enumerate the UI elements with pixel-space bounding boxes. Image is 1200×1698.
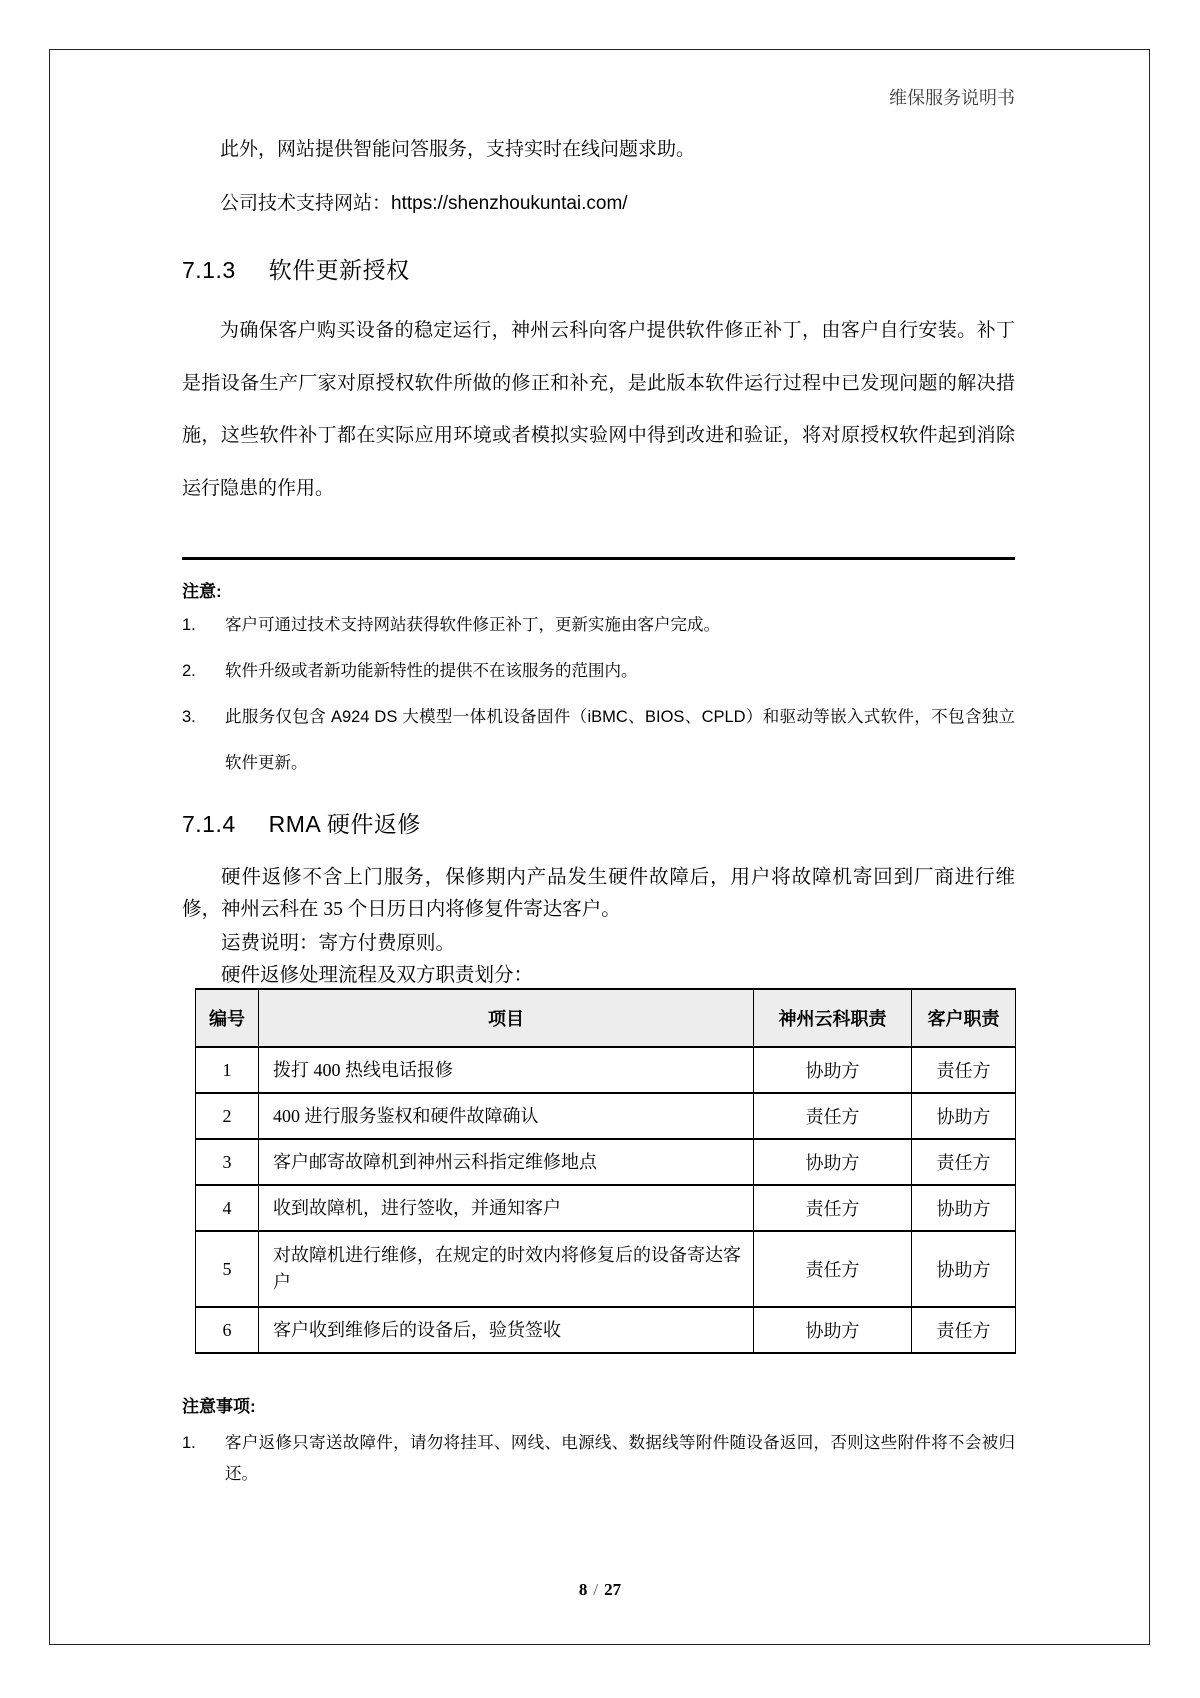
cell-vendor-duty: 责任方 xyxy=(754,1185,912,1231)
cell-customer-duty: 责任方 xyxy=(912,1047,1016,1093)
cell-item: 对故障机进行维修，在规定的时效内将修复后的设备寄达客户 xyxy=(259,1231,754,1307)
note-item-number: 2. xyxy=(182,662,196,680)
section-7-1-3-title: 软件更新授权 xyxy=(268,257,410,283)
notice-item-text: 客户返修只寄送故障件，请勿将挂耳、网线、电源线、数据线等附件随设备返回，否则这些附件将不会被归还。 xyxy=(225,1434,1015,1483)
table-row xyxy=(196,1047,1016,1093)
section-7-1-4-heading xyxy=(182,806,1015,839)
rma-paragraph-1: 硬件返修不含上门服务，保修期内产品发生硬件故障后，用户将故障机寄回到厂商进行维修，神州云科在 35 个日历日内将修复件寄达客户。 xyxy=(182,867,1015,920)
cell-number: 2 xyxy=(196,1093,259,1139)
section-7-1-4-number: 7.1.4 xyxy=(182,811,236,837)
note-list xyxy=(182,602,1015,786)
footer-separator: / xyxy=(593,1580,599,1599)
table-row xyxy=(196,1185,1016,1231)
table-row xyxy=(196,1139,1016,1185)
cell-number: 5 xyxy=(196,1231,259,1307)
rma-responsibility-table xyxy=(195,988,1016,1354)
col-header-number: 编号 xyxy=(196,989,259,1047)
notice-list xyxy=(182,1428,1015,1490)
section-7-1-4-title: RMA 硬件返修 xyxy=(268,811,421,837)
notice-item-number: 1. xyxy=(182,1434,196,1452)
cell-vendor-duty: 协助方 xyxy=(754,1307,912,1353)
cell-number: 3 xyxy=(196,1139,259,1185)
support-website-line: 公司技术支持网站：https://shenzhoukuntai.com/ xyxy=(220,193,628,214)
cell-vendor-duty: 协助方 xyxy=(754,1139,912,1185)
note-item-number: 3. xyxy=(182,708,196,726)
note-item xyxy=(182,602,1015,648)
cell-number: 6 xyxy=(196,1307,259,1353)
table-row xyxy=(196,1307,1016,1353)
cell-item: 客户收到维修后的设备后，验货签收 xyxy=(259,1307,754,1353)
note-item xyxy=(182,648,1015,694)
note-item-text: 软件升级或者新功能新特性的提供不在该服务的范围内。 xyxy=(225,662,638,680)
note-item-number: 1. xyxy=(182,616,196,634)
col-header-item: 项目 xyxy=(259,989,754,1047)
cell-item: 拨打 400 热线电话报修 xyxy=(259,1047,754,1093)
section-7-1-3 xyxy=(182,252,1015,285)
note-item-text: 此服务仅包含 A924 DS 大模型一体机设备固件（iBMC、BIOS、CPLD）和驱动等嵌入式软件，不包含独立软件更新。 xyxy=(225,708,1015,772)
footer-current-page: 8 xyxy=(578,1580,588,1599)
section-7-1-4 xyxy=(182,806,1015,839)
rma-freight-line: 运费说明：寄方付费原则。 xyxy=(221,933,456,954)
cell-number: 4 xyxy=(196,1185,259,1231)
divider-rule xyxy=(182,557,1015,560)
cell-customer-duty: 协助方 xyxy=(912,1185,1016,1231)
note-item xyxy=(182,694,1015,786)
cell-item: 400 进行服务鉴权和硬件故障确认 xyxy=(259,1093,754,1139)
table-header-row xyxy=(196,989,1016,1047)
section-7-1-3-heading xyxy=(182,252,1015,285)
cell-item: 客户邮寄故障机到神州云科指定维修地点 xyxy=(259,1139,754,1185)
col-header-vendor-duty: 神州云科职责 xyxy=(754,989,912,1047)
cell-customer-duty: 责任方 xyxy=(912,1139,1016,1185)
table-row xyxy=(196,1093,1016,1139)
table-row xyxy=(196,1231,1016,1307)
footer-total-pages: 27 xyxy=(604,1580,622,1599)
notice-label: 注意事项: xyxy=(182,1397,256,1416)
col-header-customer-duty: 客户职责 xyxy=(912,989,1016,1047)
running-header: 维保服务说明书 xyxy=(889,88,1015,108)
cell-customer-duty: 责任方 xyxy=(912,1307,1016,1353)
note-label: 注意: xyxy=(182,582,222,601)
cell-number: 1 xyxy=(196,1047,259,1093)
cell-vendor-duty: 责任方 xyxy=(754,1231,912,1307)
cell-customer-duty: 协助方 xyxy=(912,1231,1016,1307)
section-7-1-3-number: 7.1.3 xyxy=(182,257,236,283)
section-7-1-3-body: 为确保客户购买设备的稳定运行，神州云科向客户提供软件修正补丁，由客户自行安装。补丁是指设备生产厂家对原授权软件所做的修正和补充，是此版本软件运行过程中已发现问题的解决措施，这些软件补丁都在实际应用环境或者模拟实验网中得到改进和验证，将对原授权软件起到消除运行隐患的作用。 xyxy=(182,320,1015,499)
cell-vendor-duty: 责任方 xyxy=(754,1093,912,1139)
notice-item xyxy=(182,1428,1015,1490)
cell-vendor-duty: 协助方 xyxy=(754,1047,912,1093)
intro-paragraph-1: 此外，网站提供智能问答服务，支持实时在线问题求助。 xyxy=(220,139,696,160)
page-footer xyxy=(0,1580,1200,1600)
cell-item: 收到故障机，进行签收，并通知客户 xyxy=(259,1185,754,1231)
rma-process-line: 硬件返修处理流程及双方职责划分： xyxy=(221,965,534,986)
note-item-text: 客户可通过技术支持网站获得软件修正补丁，更新实施由客户完成。 xyxy=(225,616,720,634)
cell-customer-duty: 协助方 xyxy=(912,1093,1016,1139)
